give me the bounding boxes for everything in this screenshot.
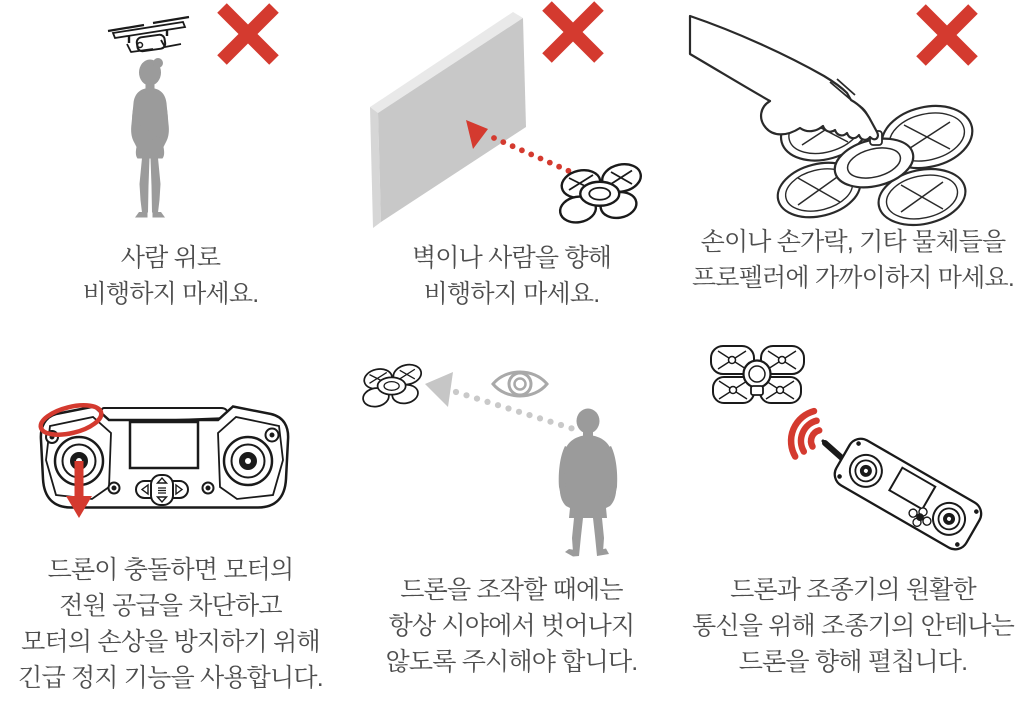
person-silhouette: [559, 409, 618, 557]
hand-graphic: [690, 16, 878, 140]
caption-line: 전원 공급을 차단하고: [59, 592, 282, 620]
caption-line: 통신을 위해 조종기의 안테나는: [692, 612, 1014, 640]
caption-line: 비행하지 마세요.: [423, 280, 600, 308]
illustration-line-of-sight: [341, 330, 682, 570]
wall-graphic: [370, 12, 526, 228]
drone-icon: [711, 346, 804, 403]
caption-keep-drone-in-sight: [317, 572, 706, 680]
person-silhouette: [131, 58, 169, 218]
caption-line: 손이나 손가락, 기타 물체들을: [700, 228, 1006, 256]
caption-line: 긴급 정지 기능을 사용합니다.: [18, 664, 323, 692]
caption-line: 벽이나 사람을 향해: [411, 244, 612, 272]
wifi-signal-icon: [791, 411, 819, 456]
caption-line: 항상 시야에서 벗어나지: [388, 612, 635, 640]
panel-no-fly-over-people: [0, 0, 341, 330]
arrowhead-icon: [425, 372, 453, 407]
dotted-path: [425, 372, 575, 431]
illustration-emergency-stop: [0, 330, 341, 550]
illustration-antenna-signal: [682, 330, 1024, 570]
antenna-icon: [823, 441, 843, 459]
panel-no-fly-toward-walls: [341, 0, 682, 330]
caption-line: 않도록 주시해야 합니다.: [385, 648, 638, 676]
drone-icon: [362, 362, 423, 408]
panel-keep-drone-in-sight: [341, 330, 682, 724]
caption-keep-away-from-propellers: [658, 224, 1024, 296]
controller-screen: [130, 422, 198, 468]
caption-line: 드론과 조종기의 원활한: [730, 576, 976, 604]
illustration-fly-over-person: [0, 0, 341, 232]
caption-line: 비행하지 마세요.: [82, 280, 259, 308]
caption-line: 드론이 충돌하면 모터의: [47, 556, 294, 584]
controller-tilted-icon: [830, 434, 986, 554]
illustration-hand-near-propeller: [682, 0, 1024, 232]
caption-line: 프로펠러에 가까이하지 마세요.: [692, 264, 1014, 292]
caption-use-emergency-stop: [0, 552, 365, 696]
caption-line: 드론을 향해 펼칩니다.: [738, 648, 968, 676]
caption-point-antenna-toward-drone: [658, 572, 1024, 680]
panel-keep-away-from-propellers: [682, 0, 1024, 330]
panel-use-emergency-stop: [0, 330, 341, 724]
caption-line: 모터의 손상을 방지하기 위해: [21, 628, 320, 656]
caption-line: 사람 위로: [120, 244, 221, 272]
panel-point-antenna-toward-drone: [682, 330, 1024, 724]
drone-icon: [108, 17, 189, 52]
caption-no-fly-over-people: [0, 240, 365, 312]
x-mark-icon: [547, 6, 599, 58]
eye-icon: [493, 372, 547, 396]
caption-line: 드론을 조작할 때에는: [400, 576, 623, 604]
x-mark-icon: [222, 8, 274, 60]
caption-no-fly-toward-walls: [317, 240, 706, 312]
x-mark-icon: [921, 9, 973, 61]
illustration-wall-collision: [341, 0, 682, 232]
